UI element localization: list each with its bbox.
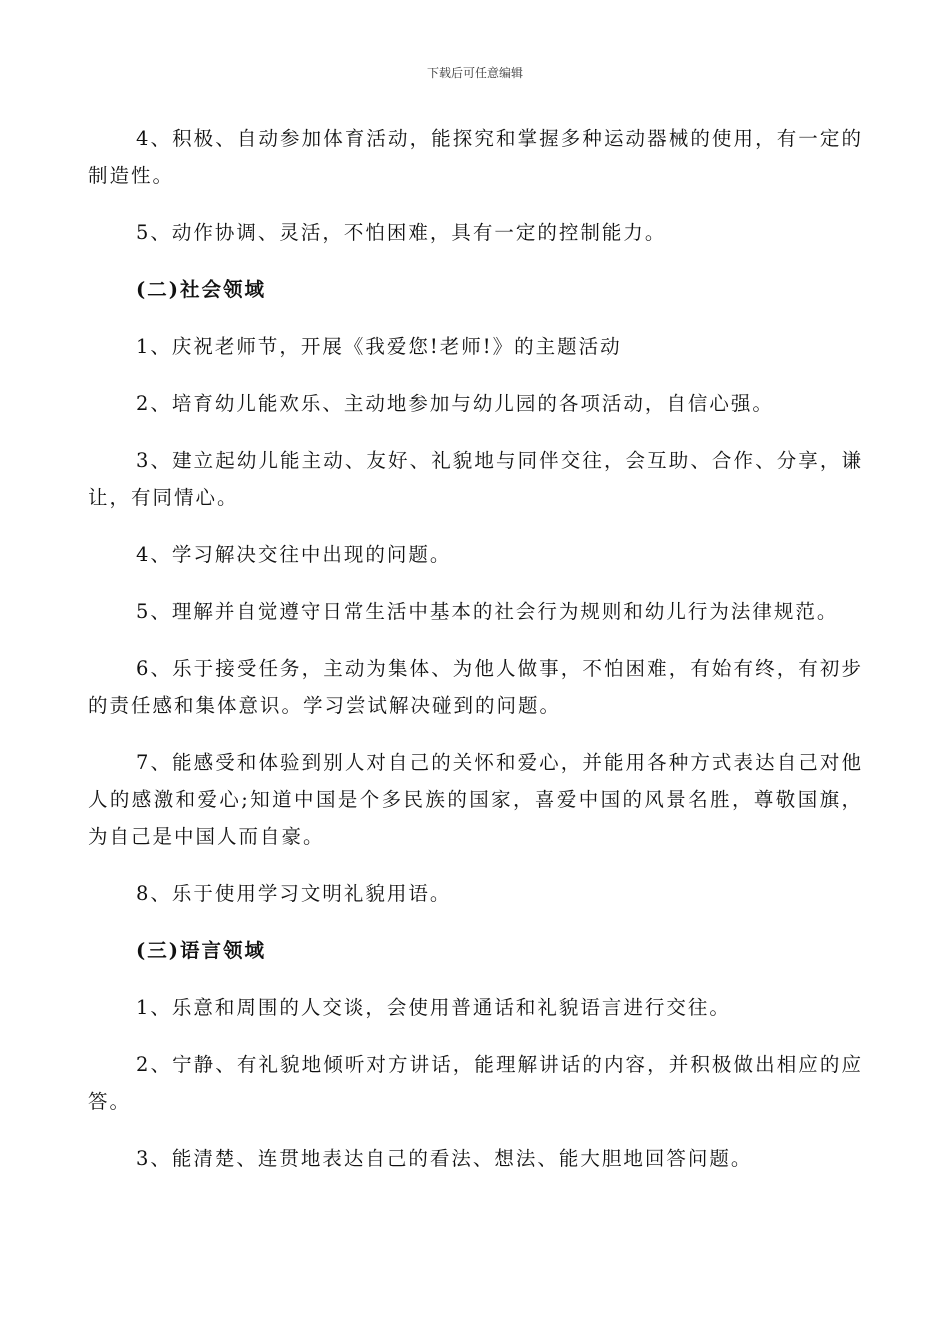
paragraph-social-4: 4、学习解决交往中出现的问题。 xyxy=(136,543,452,566)
paragraph-language-3: 3、能清楚、连贯地表达自己的看法、想法、能大胆地回答问题。 xyxy=(136,1147,753,1170)
paragraph-social-1: 1、庆祝老师节，开展《我爱您!老师!》的主题活动 xyxy=(136,335,622,358)
paragraph-social-3: 3、建立起幼儿能主动、友好、礼貌地与同伴交往，会互助、合作、分享，谦让，有同情心。 xyxy=(88,449,863,509)
paragraph-pe-5: 5、动作协调、灵活，不怕困难，具有一定的控制能力。 xyxy=(136,221,667,244)
paragraph-pe-4: 4、积极、自动参加体育活动，能探究和掌握多种运动器械的使用，有一定的制造性。 xyxy=(88,127,863,187)
paragraph-language-2: 2、宁静、有礼貌地倾听对方讲话，能理解讲话的内容，并积极做出相应的应答。 xyxy=(88,1053,863,1113)
paragraph-social-2: 2、培育幼儿能欢乐、主动地参加与幼儿园的各项活动，自信心强。 xyxy=(136,392,774,415)
paragraph-language-1: 1、乐意和周围的人交谈，会使用普通话和礼貌语言进行交往。 xyxy=(136,996,731,1019)
paragraph-social-5: 5、理解并自觉遵守日常生活中基本的社会行为规则和幼儿行为法律规范。 xyxy=(136,600,839,623)
paragraph-social-7: 7、能感受和体验到别人对自己的关怀和爱心，并能用各种方式表达自己对他人的感激和爱心;知道中国是个多民族的国家，喜爱中国的风景名胜，尊敬国旗，为自己是中国人而自豪。 xyxy=(88,751,863,848)
section-heading-social: (二)社会领域 xyxy=(136,278,266,301)
section-heading-language: (三)语言领域 xyxy=(136,939,266,962)
page-header-note: 下载后可任意编辑 xyxy=(426,66,523,80)
paragraph-social-6: 6、乐于接受任务，主动为集体、为他人做事，不怕困难，有始有终，有初步的责任感和集体意识。学习尝试解决碰到的问题。 xyxy=(88,657,863,717)
paragraph-social-8: 8、乐于使用学习文明礼貌用语。 xyxy=(136,882,452,905)
document-body xyxy=(88,120,863,1197)
